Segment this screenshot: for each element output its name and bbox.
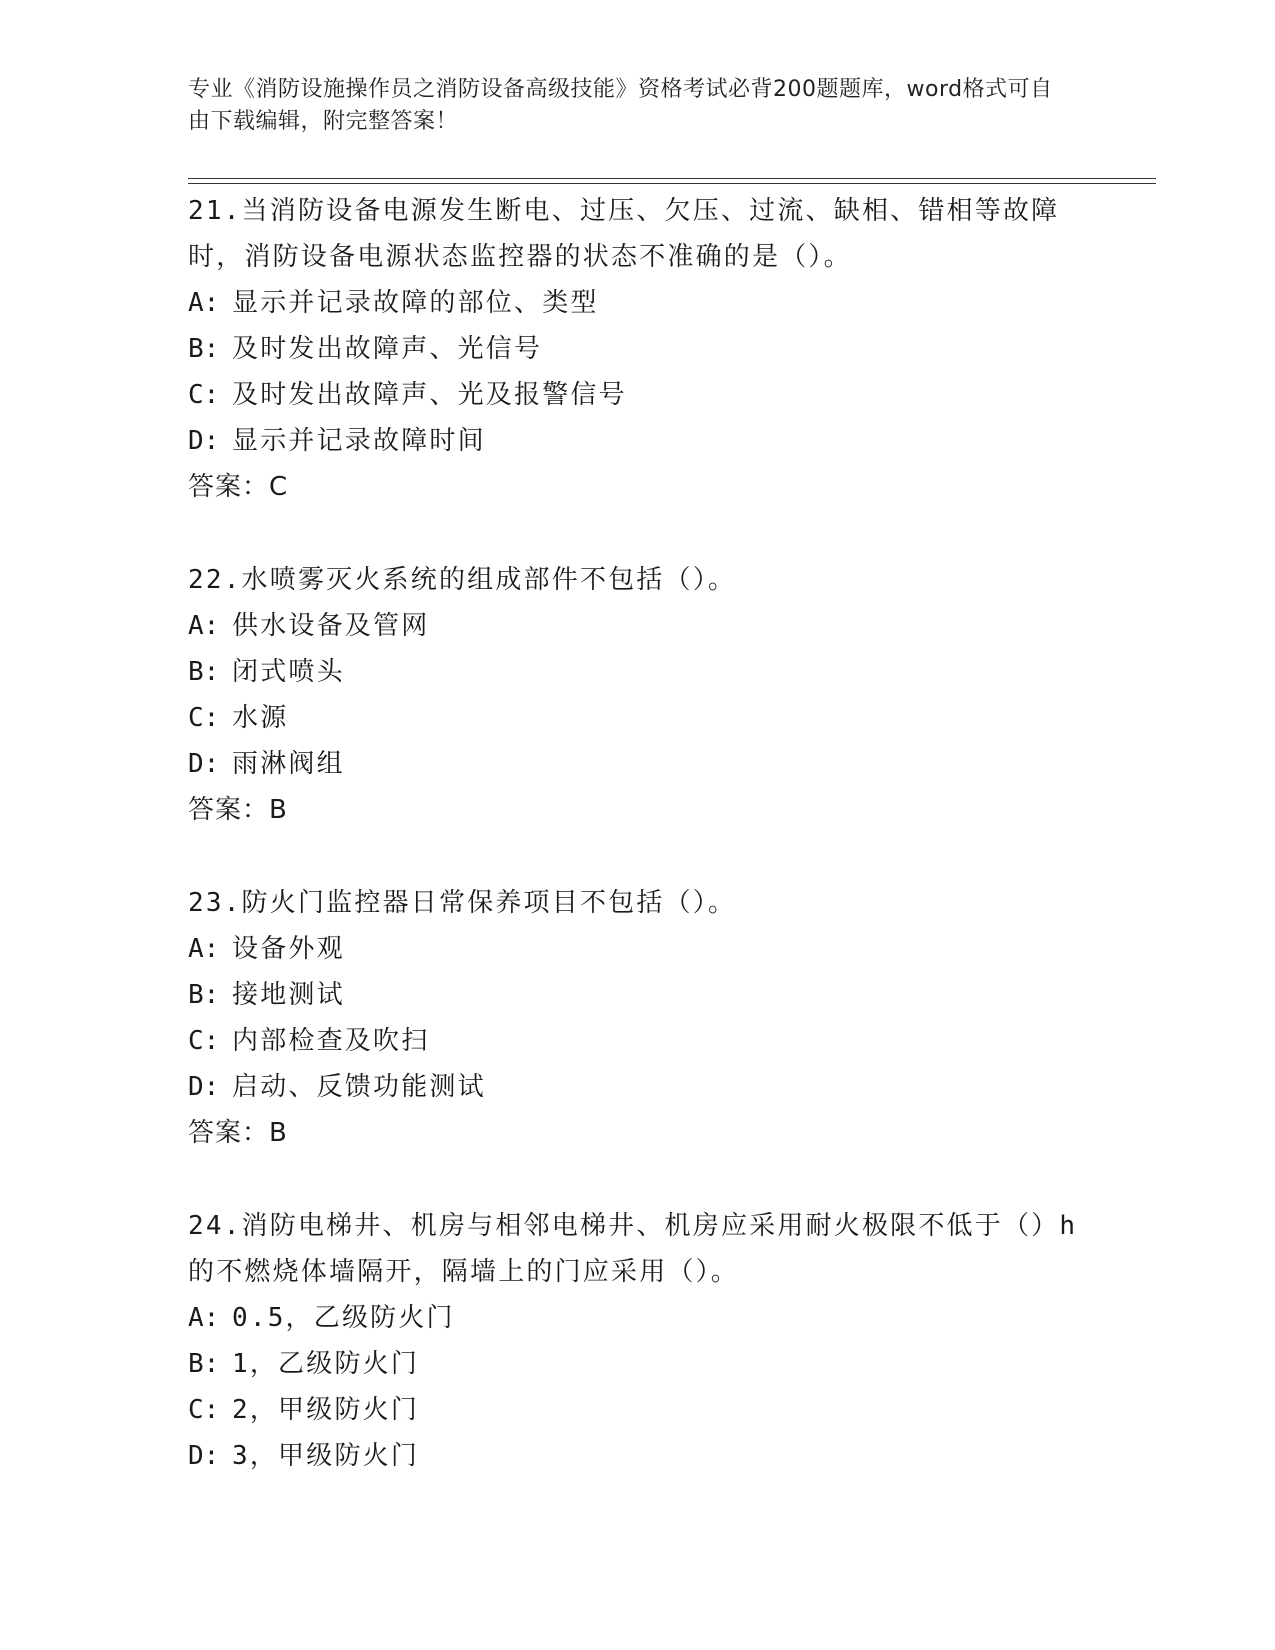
question-list xyxy=(188,188,1088,1526)
option-key: C: xyxy=(188,1026,220,1056)
option-text: 2，甲级防火门 xyxy=(232,1395,420,1425)
option-a xyxy=(188,926,1088,972)
option-text: 1，乙级防火门 xyxy=(232,1349,420,1379)
option-text: 接地测试 xyxy=(232,980,345,1010)
option-text: 内部检查及吹扫 xyxy=(232,1026,430,1056)
option-key: A: xyxy=(188,1303,220,1333)
option-b xyxy=(188,649,1088,695)
option-key: C: xyxy=(188,1395,220,1425)
option-key: A: xyxy=(188,288,220,318)
option-d xyxy=(188,1064,1088,1110)
option-a xyxy=(188,280,1088,326)
option-key: B: xyxy=(188,980,220,1010)
option-key: B: xyxy=(188,657,220,687)
option-a xyxy=(188,1295,1088,1341)
header-divider-bottom xyxy=(188,183,1156,184)
answer-line: 答案：C xyxy=(188,472,289,502)
option-text: 设备外观 xyxy=(232,934,345,964)
option-c xyxy=(188,372,1088,418)
option-c xyxy=(188,1018,1088,1064)
option-key: D: xyxy=(188,1072,220,1102)
option-text: 闭式喷头 xyxy=(232,657,345,687)
option-b xyxy=(188,1341,1088,1387)
option-d xyxy=(188,741,1088,787)
option-key: C: xyxy=(188,703,220,733)
option-d xyxy=(188,1433,1088,1479)
document-header-text: 专业《消防设施操作员之消防设备高级技能》资格考试必背200题题库，word格式可自由下载编辑，附完整答案！ xyxy=(188,77,1053,134)
question-22 xyxy=(188,557,1088,833)
option-c xyxy=(188,1387,1088,1433)
option-b xyxy=(188,326,1088,372)
option-key: A: xyxy=(188,611,220,641)
option-d xyxy=(188,418,1088,464)
question-stem: 21.当消防设备电源发生断电、过压、欠压、过流、缺相、错相等故障时，消防设备电源状态监控器的状态不准确的是（）。 xyxy=(188,196,1060,272)
option-text: 显示并记录故障的部位、类型 xyxy=(232,288,599,318)
option-key: B: xyxy=(188,1349,220,1379)
question-24 xyxy=(188,1203,1088,1479)
header-divider-top xyxy=(188,178,1156,179)
question-stem: 23.防火门监控器日常保养项目不包括（）。 xyxy=(188,888,737,918)
option-a xyxy=(188,603,1088,649)
option-key: D: xyxy=(188,426,220,456)
question-stem: 24.消防电梯井、机房与相邻电梯井、机房应采用耐火极限不低于（）h的不燃烧体墙隔开，隔墙上的门应采用（）。 xyxy=(188,1211,1078,1287)
option-text: 显示并记录故障时间 xyxy=(232,426,486,456)
option-c xyxy=(188,695,1088,741)
option-text: 雨淋阀组 xyxy=(232,749,345,779)
answer-line: 答案：B xyxy=(188,1118,288,1148)
question-stem: 22.水喷雾灭火系统的组成部件不包括（）。 xyxy=(188,565,737,595)
option-text: 及时发出故障声、光及报警信号 xyxy=(232,380,627,410)
option-key: B: xyxy=(188,334,220,364)
option-text: 供水设备及管网 xyxy=(232,611,430,641)
answer-line: 答案：B xyxy=(188,795,288,825)
option-key: D: xyxy=(188,1441,220,1471)
option-key: A: xyxy=(188,934,220,964)
option-text: 启动、反馈功能测试 xyxy=(232,1072,486,1102)
option-text: 0.5，乙级防火门 xyxy=(232,1303,455,1333)
option-key: C: xyxy=(188,380,220,410)
question-21 xyxy=(188,188,1088,510)
question-23 xyxy=(188,880,1088,1156)
option-b xyxy=(188,972,1088,1018)
option-key: D: xyxy=(188,749,220,779)
option-text: 3，甲级防火门 xyxy=(232,1441,420,1471)
option-text: 及时发出故障声、光信号 xyxy=(232,334,543,364)
option-text: 水源 xyxy=(232,703,289,733)
